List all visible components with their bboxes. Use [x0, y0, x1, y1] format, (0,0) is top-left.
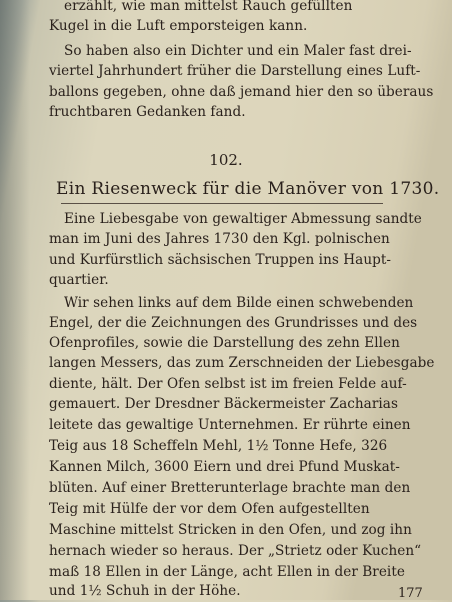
text-line: quartier. [49, 272, 109, 288]
text-line: maß 18 Ellen in der Länge, acht Ellen in der Breite [49, 564, 405, 580]
text-line: Teig mit Hülfe der vor dem Ofen aufgestellten [49, 501, 370, 517]
text-line: Wir sehen links auf dem Bilde einen schwebenden [64, 295, 414, 311]
text-line: Teig aus 18 Scheffeln Mehl, 1½ Tonne Hefe, 326 [49, 438, 388, 454]
text-line: viertel Jahrhundert früher die Darstellung eines Luft- [49, 63, 421, 79]
text-line: Ofenprofiles, sowie die Darstellung des zehn Ellen [49, 335, 400, 351]
text-line: man im Juni des Jahres 1730 den Kgl. polnischen [49, 231, 390, 247]
section-title: Ein Riesenweck für die Manöver von 1730. [56, 179, 440, 199]
text-line: gemauert. Der Dresdner Bäckermeister Zacharias [49, 396, 398, 412]
title-rule [61, 203, 383, 204]
text-line: ballons gegeben, ohne daß jemand hier den so überaus [49, 84, 434, 100]
text-line: Kannen Milch, 3600 Eiern und drei Pfund Muskat- [49, 459, 400, 475]
binding-shadow [0, 0, 30, 600]
text-line: Eine Liebesgabe von gewaltiger Abmessung sandte [64, 211, 422, 227]
text-line: diente, hält. Der Ofen selbst ist im freien Felde auf- [49, 376, 407, 392]
text-line: So haben also ein Dichter und ein Maler fast drei- [64, 43, 412, 59]
page-number: 177 [398, 586, 423, 601]
text-line: Engel, der die Zeichnungen des Grundrisses und des [49, 315, 418, 331]
text-line: erzählt, wie man mittelst Rauch gefüllten [64, 0, 353, 14]
text-line: leitete das gewaltige Unternehmen. Er rührte einen [49, 417, 411, 433]
text-line: hernach wieder so heraus. Der „Strietz oder Kuchen“ [49, 543, 422, 559]
text-line: Kugel in die Luft emporsteigen kann. [49, 18, 308, 34]
text-line: und 1½ Schuh in der Höhe. [49, 583, 241, 599]
text-line: fruchtbaren Gedanken fand. [49, 104, 246, 120]
text-line: blüten. Auf einer Bretterunterlage brachte man den [49, 480, 411, 496]
text-line: langen Messers, das zum Zerschneiden der Liebesgabe [49, 355, 435, 371]
section-number: 102. [209, 151, 243, 169]
text-line: Maschine mittelst Stricken in den Ofen, und zog ihn [49, 522, 412, 538]
text-line: und Kurfürstlich sächsischen Truppen ins Haupt- [49, 252, 392, 268]
